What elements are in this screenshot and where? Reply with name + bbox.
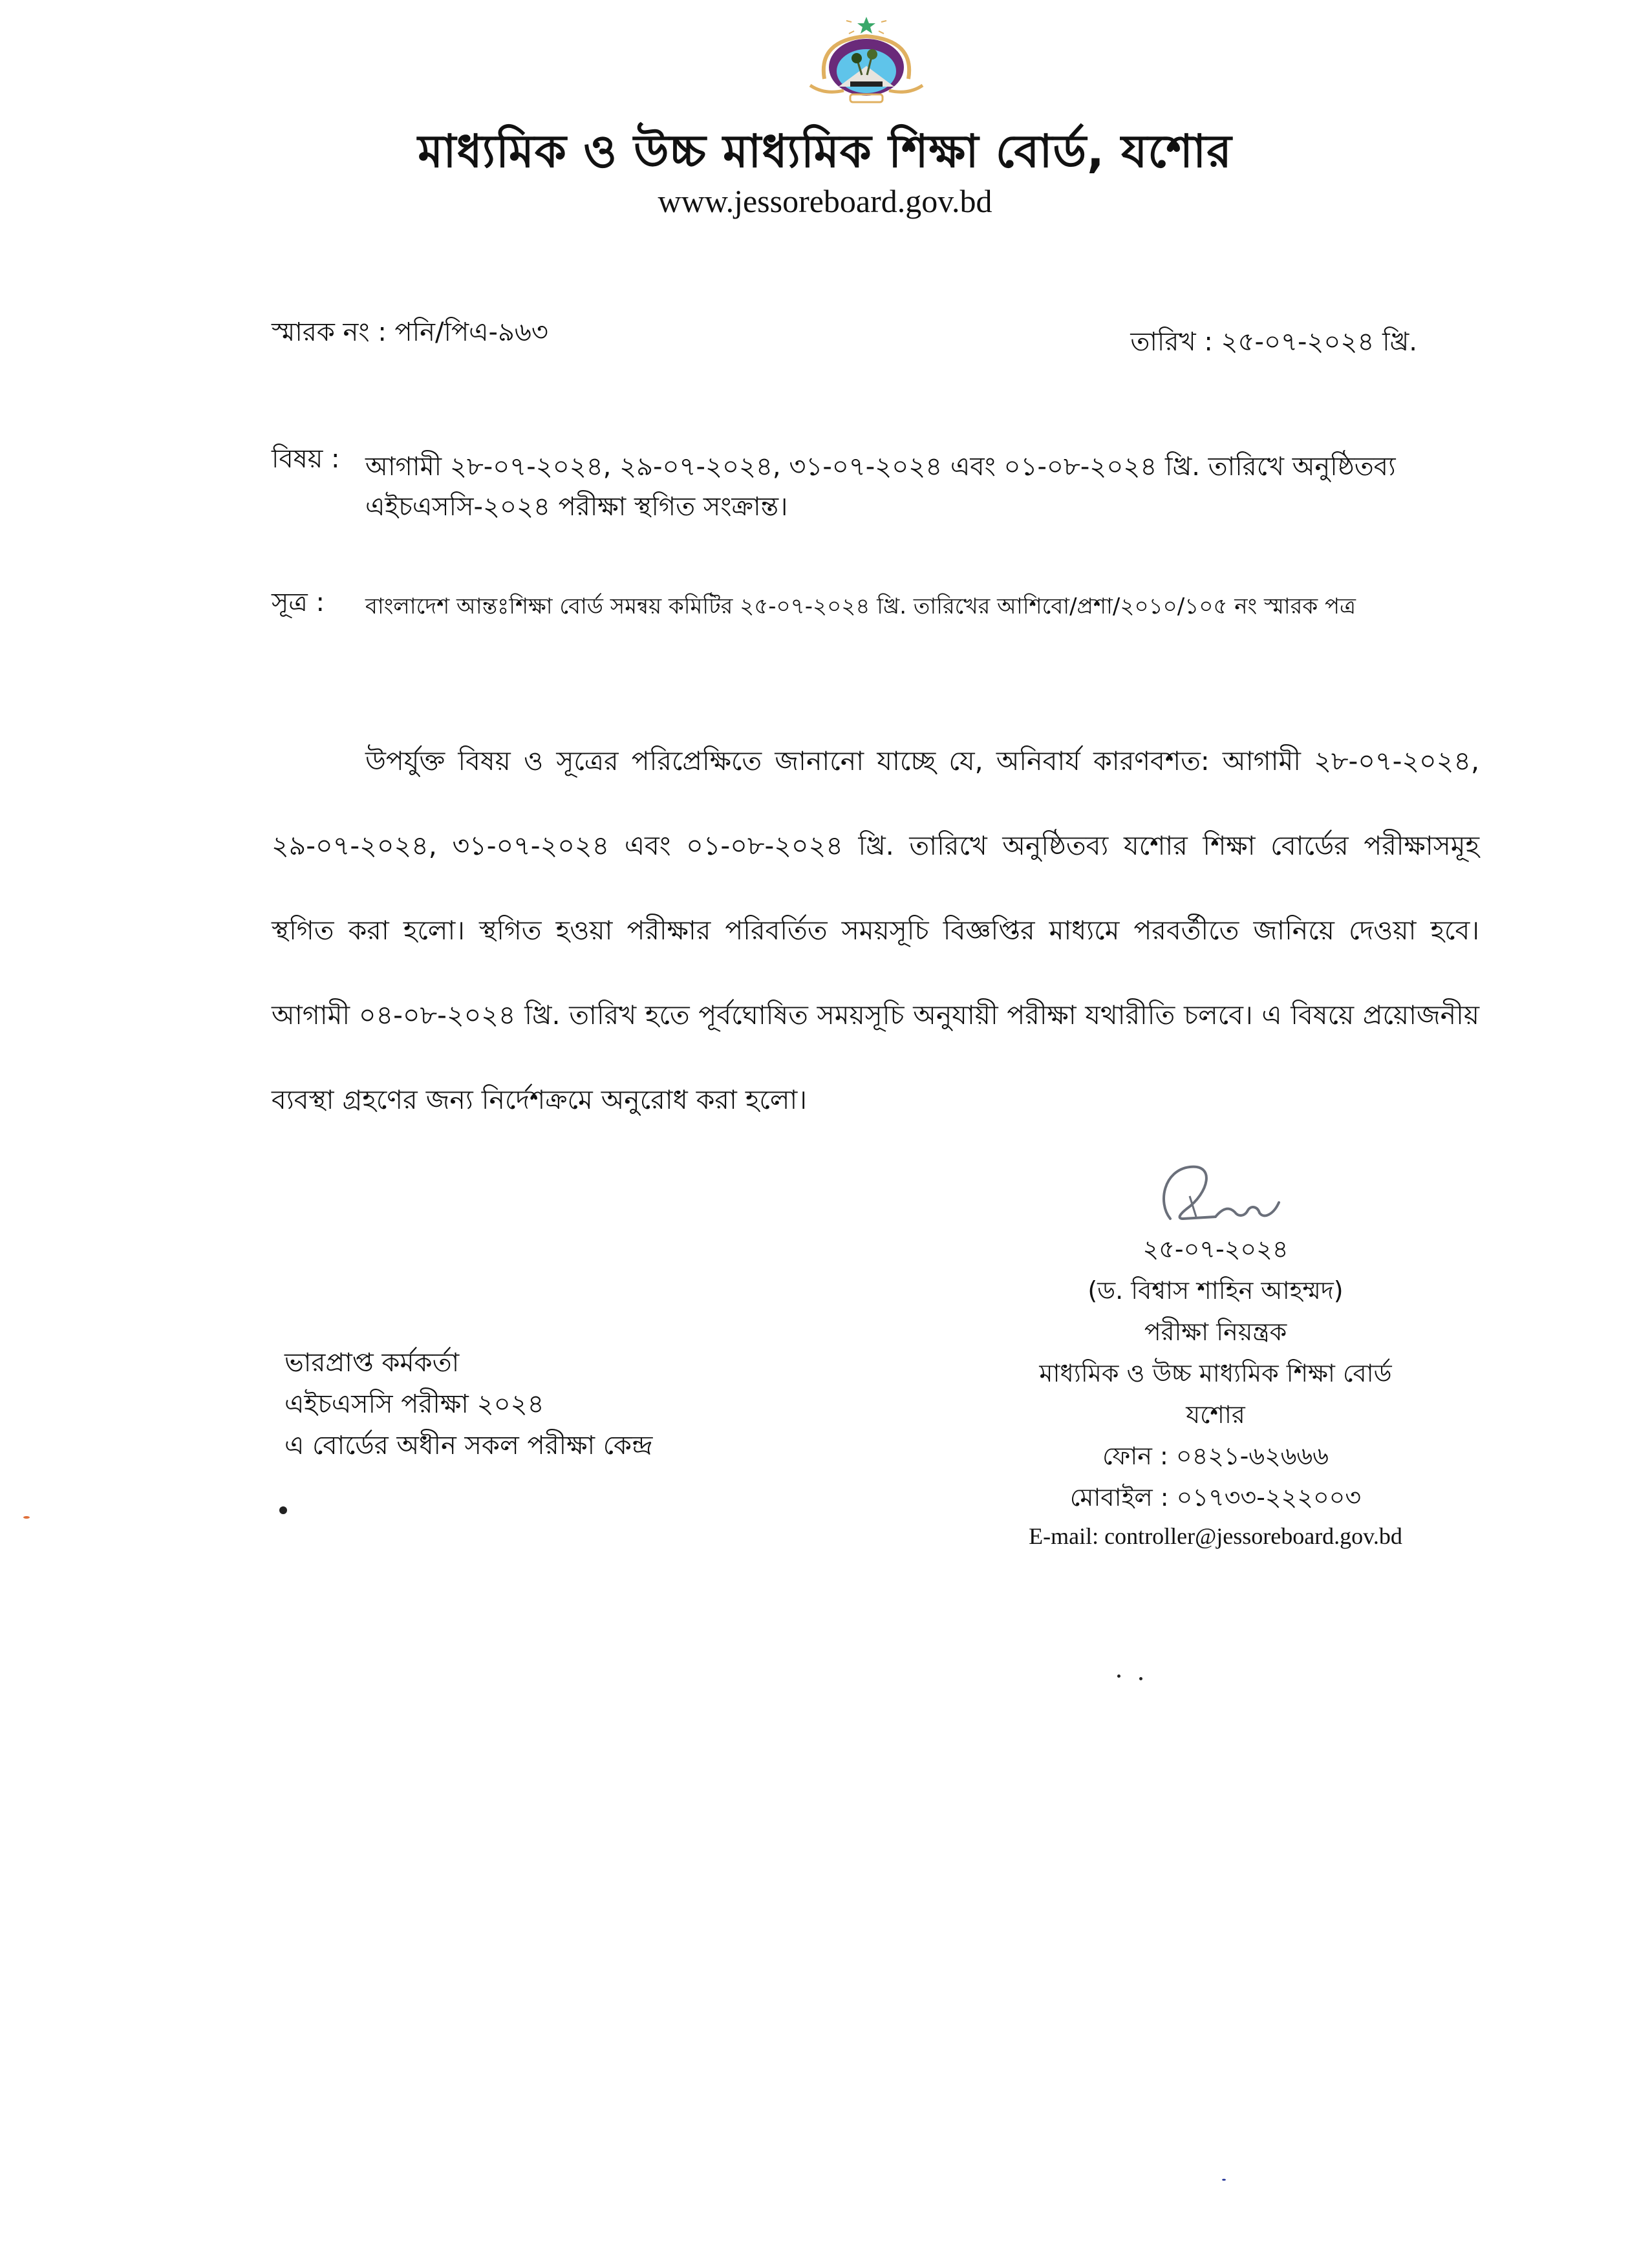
board-website: www.jessoreboard.gov.bd	[658, 183, 992, 219]
memo-date: তারিখ : ২৫-০৭-২০২৪ খ্রি.	[1130, 327, 1417, 357]
scan-speck	[1117, 1674, 1120, 1678]
subject-line-1: আগামী ২৮-০৭-২০২৪, ২৯-০৭-২০২৪, ৩১-০৭-২০২৪ এবং ০১-০৮-২০২৪ খ্রি. তারিখে অনুষ্ঠিতব্য	[365, 452, 1396, 482]
recipient-line-3: এ বোর্ডের অধীন সকল পরীক্ষা কেন্দ্র	[284, 1431, 653, 1460]
board-logo	[805, 14, 928, 111]
scan-speck	[279, 1506, 287, 1514]
subject-label: বিষয় :	[272, 444, 340, 474]
logo-star-icon	[846, 14, 886, 34]
scan-speck	[23, 1516, 30, 1519]
board-title: মাধ্যমিক ও উচ্চ মাধ্যমিক শিক্ষা বোর্ড, যশোর	[418, 125, 1232, 178]
signatory-name: (ড. বিশ্বাস শাহিন আহম্মদ)	[1088, 1276, 1344, 1305]
body-paragraph: উপর্যুক্ত বিষয় ও সূত্রের পরিপ্রেক্ষিতে জানানো যাচ্ছে যে, অনিবার্য কারণবশত: আগামী ২৮-০৭-২০২৪, ২৯-০৭-২০২৪, ৩১-০৭-২০২৪ এবং ০১-০৮-২০২৪ খ্রি. তারিখে অনুষ্ঠিতব্য যশোর শিক্ষা বোর্ডের পরীক্ষাসমূহ স্থগিত করা হলো। স্থগিত হওয়া পরীক্ষার পরিবর্তিত সময়সূচি বিজ্ঞপ্তির মাধ্যমে পরবর্তীতে জানিয়ে দেওয়া হবে। আগামী ০৪-০৮-২০২৪ খ্রি. তারিখ হতে পূর্বঘোষিত সময়সূচি অনুযায়ী পরীক্ষা যথারীতি চলবে। এ বিষয়ে প্রয়োজনীয় ব্যবস্থা গ্রহণের জন্য নির্দেশক্রমে অনুরোধ করা হলো।	[272, 745, 1479, 1115]
signatory-designation: পরীক্ষা নিয়ন্ত্রক	[1144, 1318, 1287, 1346]
scan-speck	[1139, 1677, 1142, 1680]
recipient-line-2: এইচএসসি পরীক্ষা ২০২৪	[284, 1389, 544, 1419]
signature-date: ২৫-০৭-২০২৪	[1142, 1235, 1289, 1263]
reference-text: বাংলাদেশ আন্তঃশিক্ষা বোর্ড সমন্বয় কমিটির ২৫-০৭-২০২৪ খ্রি. তারিখের আশিবো/প্রশা/২০১০/১০৫ নং স্মারক পত্র	[365, 594, 1356, 619]
signature-image	[1131, 1157, 1300, 1228]
memo-number: স্মারক নং : পনি/পিএ-৯৬৩	[272, 317, 548, 347]
recipient-block	[284, 1342, 652, 1466]
signatory-block	[963, 1157, 1468, 1554]
signatory-phone: ফোন : ০৪২১-৬২৬৬৬	[1102, 1442, 1329, 1470]
scan-speck	[1222, 2179, 1226, 2181]
recipient-line-1: ভারপ্রাপ্ত কর্মকর্তা	[284, 1348, 460, 1378]
signatory-email[interactable]: E-mail: controller@jessoreboard.gov.bd	[1029, 1523, 1402, 1549]
subject-line-2: এইচএসসি-২০২৪ পরীক্ষা স্থগিত সংক্রান্ত।	[365, 492, 788, 522]
signatory-organization: মাধ্যমিক ও উচ্চ মাধ্যমিক শিক্ষা বোর্ড	[1039, 1359, 1392, 1387]
signatory-mobile: মোবাইল : ০১৭৩৩-২২২০০৩	[1069, 1483, 1362, 1512]
signatory-city: যশোর	[1186, 1400, 1245, 1429]
reference-label: সূত্র :	[272, 588, 325, 617]
